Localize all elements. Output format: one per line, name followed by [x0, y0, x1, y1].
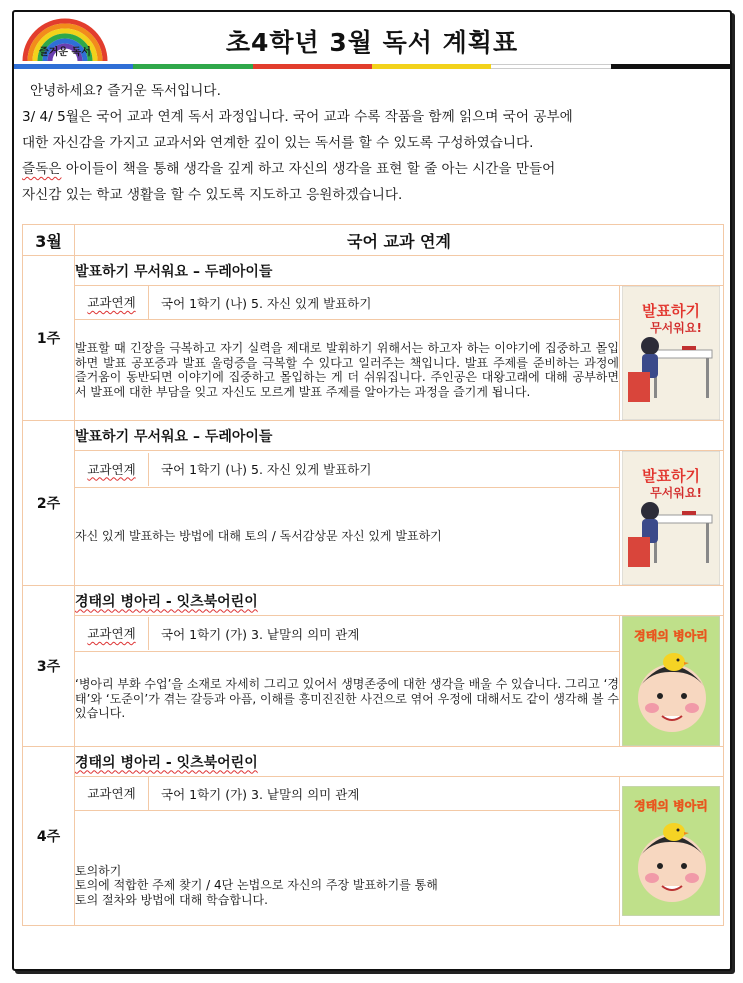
intro-text	[22, 78, 722, 208]
week-label: 3주	[23, 586, 75, 747]
book-description-line: 토의에 적합한 주제 찾기 / 4단 논법으로 자신의 주장 발표하기를 통해	[75, 878, 438, 892]
table-row	[23, 320, 724, 421]
book-title	[75, 586, 724, 616]
table-row	[23, 811, 724, 926]
book-title	[75, 747, 724, 777]
table-row	[23, 488, 724, 586]
svg-text:무서워요!: 무서워요!	[650, 321, 703, 335]
curriculum-link-text: 국어 1학기 (가) 3. 낱말의 의미 관계	[161, 626, 360, 642]
intro-line: 3/ 4/ 5월은 국어 교과 연계 독서 과정입니다. 국어 교과 수록 작품을 함께 읽으며 국어 공부에	[22, 109, 573, 125]
book-description	[75, 652, 620, 747]
book-title-text: 경태의 병아리 - 잇츠북어린이	[75, 754, 258, 771]
stripe-red	[253, 64, 372, 69]
page-title: 초4학년 3월 독서 계획표	[225, 28, 519, 57]
book-description-text: ‘병아리 부화 수업’을 소재로 자세히 그리고 있어서 생명존중에 대한 생각을 배울 수 있습니다. 그리고 ‘경태’와 ‘도준이’가 겪는 갈등과 아픔, 이해를 흥미진진한 사건으로 엮어 우정에 대해서도 같이 생각해 볼 수 있습니다.	[75, 677, 619, 721]
table-row	[23, 616, 724, 652]
subject-header: 국어 교과 연계	[75, 225, 724, 256]
curriculum-link	[75, 777, 620, 811]
book-cover-chick-icon	[622, 616, 720, 746]
curriculum-link	[75, 286, 620, 320]
book-description-text: 발표할 때 긴장을 극복하고 자기 실력을 제대로 발휘하기 위해서는 하고자 하는 이야기에 집중하고 몰입하면 발표 공포증과 발표 울렁증을 극복할 수 있다고 일러주는 책입니다. 발표 주제를 준비하는 과정에 즐거움이 동반되면 이야기에 집중하고 몰입하는 게 더 쉬워집니다. 주인공은 대왕고래에 대해 공부하면서 발표에 대한 부담을 잊고 자신도 모르게 발표 주제를 알아가는 과정을 즐기게 됩니다.	[75, 341, 619, 399]
table-row	[23, 421, 724, 451]
book-description	[75, 320, 620, 421]
book-description	[75, 488, 620, 586]
intro-line: 자신감 있는 학교 생활을 할 수 있도록 지도하고 응원하겠습니다.	[22, 187, 403, 203]
curriculum-link-label: 교과연계	[75, 453, 149, 486]
table-row	[23, 451, 724, 488]
intro-brand-word: 즐독은	[22, 161, 62, 177]
table-row	[23, 256, 724, 286]
svg-text:발표하기: 발표하기	[642, 467, 701, 485]
curriculum-link-text: 국어 1학기 (나) 5. 자신 있게 발표하기	[161, 462, 372, 478]
book-title: 발표하기 무서워요 – 두레아이들	[75, 421, 724, 451]
intro-line: 대한 자신감을 가지고 교과서와 연계한 깊이 있는 독서를 할 수 있도록 구성하였습니다.	[22, 135, 534, 151]
stripe-black	[611, 64, 730, 69]
plan-sheet	[12, 10, 732, 971]
book-cover-chick-icon	[622, 786, 720, 916]
table-row	[23, 286, 724, 320]
curriculum-link-label: 교과연계	[75, 777, 149, 810]
book-description	[75, 811, 620, 926]
month-header: 3월	[23, 225, 75, 256]
week-label: 4주	[23, 747, 75, 926]
curriculum-link-label: 교과연계	[75, 617, 149, 650]
book-description-text: 자신 있게 발표하는 방법에 대해 토의 / 독서감상문 자신 있게 발표하기	[75, 529, 442, 544]
svg-text:경태의 병아리: 경태의 병아리	[634, 629, 709, 643]
header	[14, 12, 730, 66]
book-cover-presentation-icon	[622, 451, 720, 585]
book-title-text: 경태의 병아리 - 잇츠북어린이	[75, 593, 258, 610]
color-stripe	[14, 64, 730, 69]
curriculum-link-text: 국어 1학기 (가) 3. 낱말의 의미 관계	[161, 786, 360, 802]
svg-text:경태의 병아리: 경태의 병아리	[634, 799, 709, 813]
stripe-green	[133, 64, 252, 69]
intro-line-rest: 아이들이 책을 통해 생각을 깊게 하고 자신의 생각을 표현 할 줄 아는 시간을 만들어	[61, 161, 556, 177]
book-cover-cell	[619, 286, 723, 421]
intro-line	[22, 156, 722, 182]
table-row	[23, 777, 724, 811]
book-cover-cell	[619, 616, 723, 747]
reading-plan-table	[22, 224, 724, 926]
book-description-line: 토의 절차와 방법에 대해 학습합니다.	[75, 892, 268, 907]
book-title: 발표하기 무서워요 – 두레아이들	[75, 256, 724, 286]
table-row	[23, 747, 724, 777]
book-description-line: 토의하기	[75, 863, 122, 878]
curriculum-link-text: 국어 1학기 (나) 5. 자신 있게 발표하기	[161, 295, 372, 311]
stripe-blue	[14, 64, 133, 69]
book-cover-cell	[619, 451, 723, 586]
curriculum-link	[75, 616, 620, 652]
book-cover-cell	[619, 777, 723, 926]
table-row	[23, 586, 724, 616]
svg-text:발표하기: 발표하기	[642, 302, 701, 320]
table-row	[23, 652, 724, 747]
stripe-white	[491, 64, 610, 69]
table-header-row	[23, 225, 724, 256]
svg-text:무서워요!: 무서워요!	[650, 486, 703, 500]
curriculum-link	[75, 451, 620, 488]
week-label: 1주	[23, 256, 75, 421]
logo-text: 즐거운 독서	[39, 47, 91, 58]
stripe-yellow	[372, 64, 491, 69]
curriculum-link-label: 교과연계	[75, 286, 149, 319]
book-cover-presentation-icon	[622, 286, 720, 420]
week-label: 2주	[23, 421, 75, 586]
intro-line: 안녕하세요? 즐거운 독서입니다.	[30, 83, 221, 99]
